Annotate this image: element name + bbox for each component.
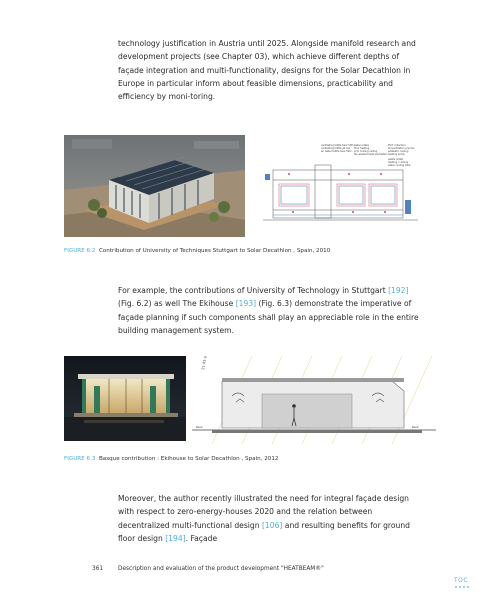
page-number: 361 [92,566,104,572]
ground-label-right: Basic [412,426,419,429]
figure-6-2-caption [64,248,330,254]
figure-6-2-label: FIGURE 6.2 [64,248,96,254]
body-paragraph-2: For example, the contributions of University of Technology in Stuttgart [192] (Fig. 6.2) as well The Ekihouse [193] (Fig. 6.3) demonstrate the imperative of façade planning if such components shall play an appreciable role in the entire building management system. [118,286,419,335]
figure-6-2-photo [64,135,245,237]
toc-dots [455,586,471,588]
sun-angle-label: 21-45 sun loss [201,356,210,371]
toc-link[interactable]: TOC [454,577,469,584]
citation-192[interactable]: [192] [388,286,409,295]
legend-mid-1: water intake [354,144,369,147]
figure-6-2-diagram [253,140,433,240]
legend-right-2: air/ventilation pre-mix [388,147,415,150]
legend-right-4: heating pump [388,153,405,156]
legend-mid-2: floor heating [354,147,370,150]
legend-right-6: heating / cooling [388,161,409,164]
legend-right-1: PV/T collectors [388,144,406,147]
citation-193[interactable]: [193] [235,299,257,309]
citation-194[interactable]: [194] [165,533,186,543]
citation-106[interactable]: [106] [261,520,283,530]
legend-mid-3: pcm cooling ceiling [354,150,378,153]
figure-6-3-diagram [192,356,436,444]
legend-left-3: air water bottle tank 500 l [321,150,353,153]
body-paragraph-3: Moreover, the author recently illustrated the need for integral façade design with respect to zero-energy-houses 2020 and the relation between decentralized multi-functional design [106] and resulting benefits for ground floor design [194]. Façade [118,494,410,543]
legend-right-3: adiabatic cooling [388,150,409,153]
figure-6-2-caption-text: Contribution of University of Techniques Stuttgart to Solar Decathlon , Spain, 2010 [98,248,331,254]
legend-right-5: waste outlet [388,158,403,161]
body-paragraph-1: technology justification in Austria until 2025. Alongside manifold research and development projects (see Chapter 03), which achieve different depths of façade integration and multi-functionality, designs for the Solar Decathlon in Europe in particular inform about feasible dimensions, practicability and efficiency by moni-toring. [118,39,416,102]
figure-6-3-caption-text: Basque contribution : Ekihouse to Solar Decathlon , Spain, 2012 [98,456,279,462]
ground-label-left: Basic [196,426,203,429]
figure-6-3-photo [64,356,186,441]
legend-left-1: ventilating bottle tank 500 l [321,144,355,147]
figure-6-3-caption [64,456,278,462]
legend-right-7: water cooling tube [388,164,411,167]
legend-mid-4: fan-assisted wall ventilation [354,153,388,156]
figure-6-3-label: FIGURE 6.3 [64,456,96,462]
footer-title: Description and evaluation of the product development "HEATBEAM®" [118,566,324,572]
legend-left-2: ventilating bottle jet low [321,147,351,150]
